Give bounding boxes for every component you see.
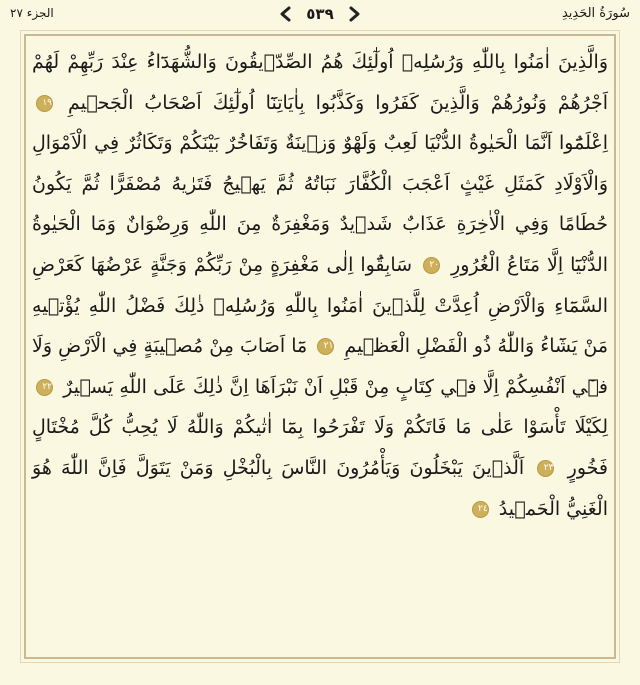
page-navigation: [0, 4, 640, 23]
surah-title: سُورَةُ الحَدِيدِ: [561, 6, 630, 21]
verse-marker-19: ١٩: [36, 95, 53, 112]
page-header: [0, 0, 640, 34]
chevron-left-icon[interactable]: [277, 5, 295, 23]
verse-19-text: وَالَّذِينَ اٰمَنُوا بِاللّٰهِ وَرُسُلِهٖ اُولٰٓئِكَ هُمُ الصِّدّ۪يقُونَ وَالشُّهَدَٓاءُ عِنْدَ رَبِّهِمْ لَهُمْ اَجْرُهُمْ وَنُورُهُمْ وَالَّذِينَ كَفَرُوا وَكَذَّبُوا بِاٰيَاتِنَٓا اُولٰٓئِكَ اَصْحَابُ الْجَح۪يمِ: [32, 51, 608, 114]
verse-23-text: لِكَيْلَا تَأْسَوْا عَلٰى مَا فَاتَكُمْ وَلَا تَفْرَحُوا بِمَٓا اٰتٰيكُمْ وَاللّٰهُ لَا يُحِبُّ كُلَّ مُخْتَالٍ فَخُورٍ: [32, 416, 608, 479]
verse-marker-22: ٢٢: [36, 379, 53, 396]
verse-marker-23: ٢٣: [537, 460, 554, 477]
verse-21-text: سَابِقُٓوا اِلٰى مَغْفِرَةٍ مِنْ رَبِّكُمْ وَجَنَّةٍ عَرْضُهَا كَعَرْضِ السَّمَٓاءِ وَالْاَرْضِ اُعِدَّتْ لِلَّذ۪ينَ اٰمَنُوا بِاللّٰهِ وَرُسُلِهٖ ذٰلِكَ فَضْلُ اللّٰهِ يُؤْت۪يهِ مَنْ يَشَٓاءُ وَاللّٰهُ ذُو الْفَضْلِ الْعَظ۪يمِ: [32, 253, 608, 358]
verse-20-text: اِعْلَمُٓوا اَنَّمَا الْحَيٰوةُ الدُّنْيَا لَعِبٌ وَلَهْوٌ وَز۪ينَةٌ وَتَفَاخُرٌ بَيْنَكُمْ وَتَكَاثُرٌ فِي الْاَمْوَالِ وَالْاَوْلَادِ كَمَثَلِ غَيْثٍ اَعْجَبَ الْكُفَّارَ نَبَاتُهُ ثُمَّ يَه۪يجُ فَتَرٰيهُ مُصْفَرًّا ثُمَّ يَكُونُ حُطَامًا وَفِي الْاٰخِرَةِ عَذَابٌ شَد۪يدٌ وَمَغْفِرَةٌ مِنَ اللّٰهِ وَرِضْوَانٌ وَمَا الْحَيٰوةُ الدُّنْيَٓا اِلَّا مَتَاعُ الْغُرُورِ: [32, 132, 608, 276]
verse-24-text: اَلَّذ۪ينَ يَبْخَلُونَ وَيَأْمُرُونَ النَّاسَ بِالْبُخْلِ وَمَنْ يَتَوَلَّ فَاِنَّ اللّٰهَ هُوَ الْغَنِيُّ الْحَم۪يدُ: [32, 456, 608, 520]
juz-label: الجزء ٢٧: [10, 6, 54, 20]
verse-marker-21: ٢١: [317, 338, 334, 355]
verse-22-text: مَٓا اَصَابَ مِنْ مُص۪يبَةٍ فِي الْاَرْضِ وَلَا ف۪ٓي اَنْفُسِكُمْ اِلَّا ف۪ي كِتَابٍ مِنْ قَبْلِ اَنْ نَبْرَاَهَا اِنَّ ذٰلِكَ عَلَى اللّٰهِ يَس۪يرٌ: [32, 335, 608, 398]
chevron-right-icon[interactable]: [345, 5, 363, 23]
verse-marker-24: ٢٤: [472, 501, 489, 518]
page-number: ٥٣٩: [306, 4, 334, 23]
verses-text: [32, 42, 608, 529]
verse-marker-20: ٢٠: [423, 257, 440, 274]
